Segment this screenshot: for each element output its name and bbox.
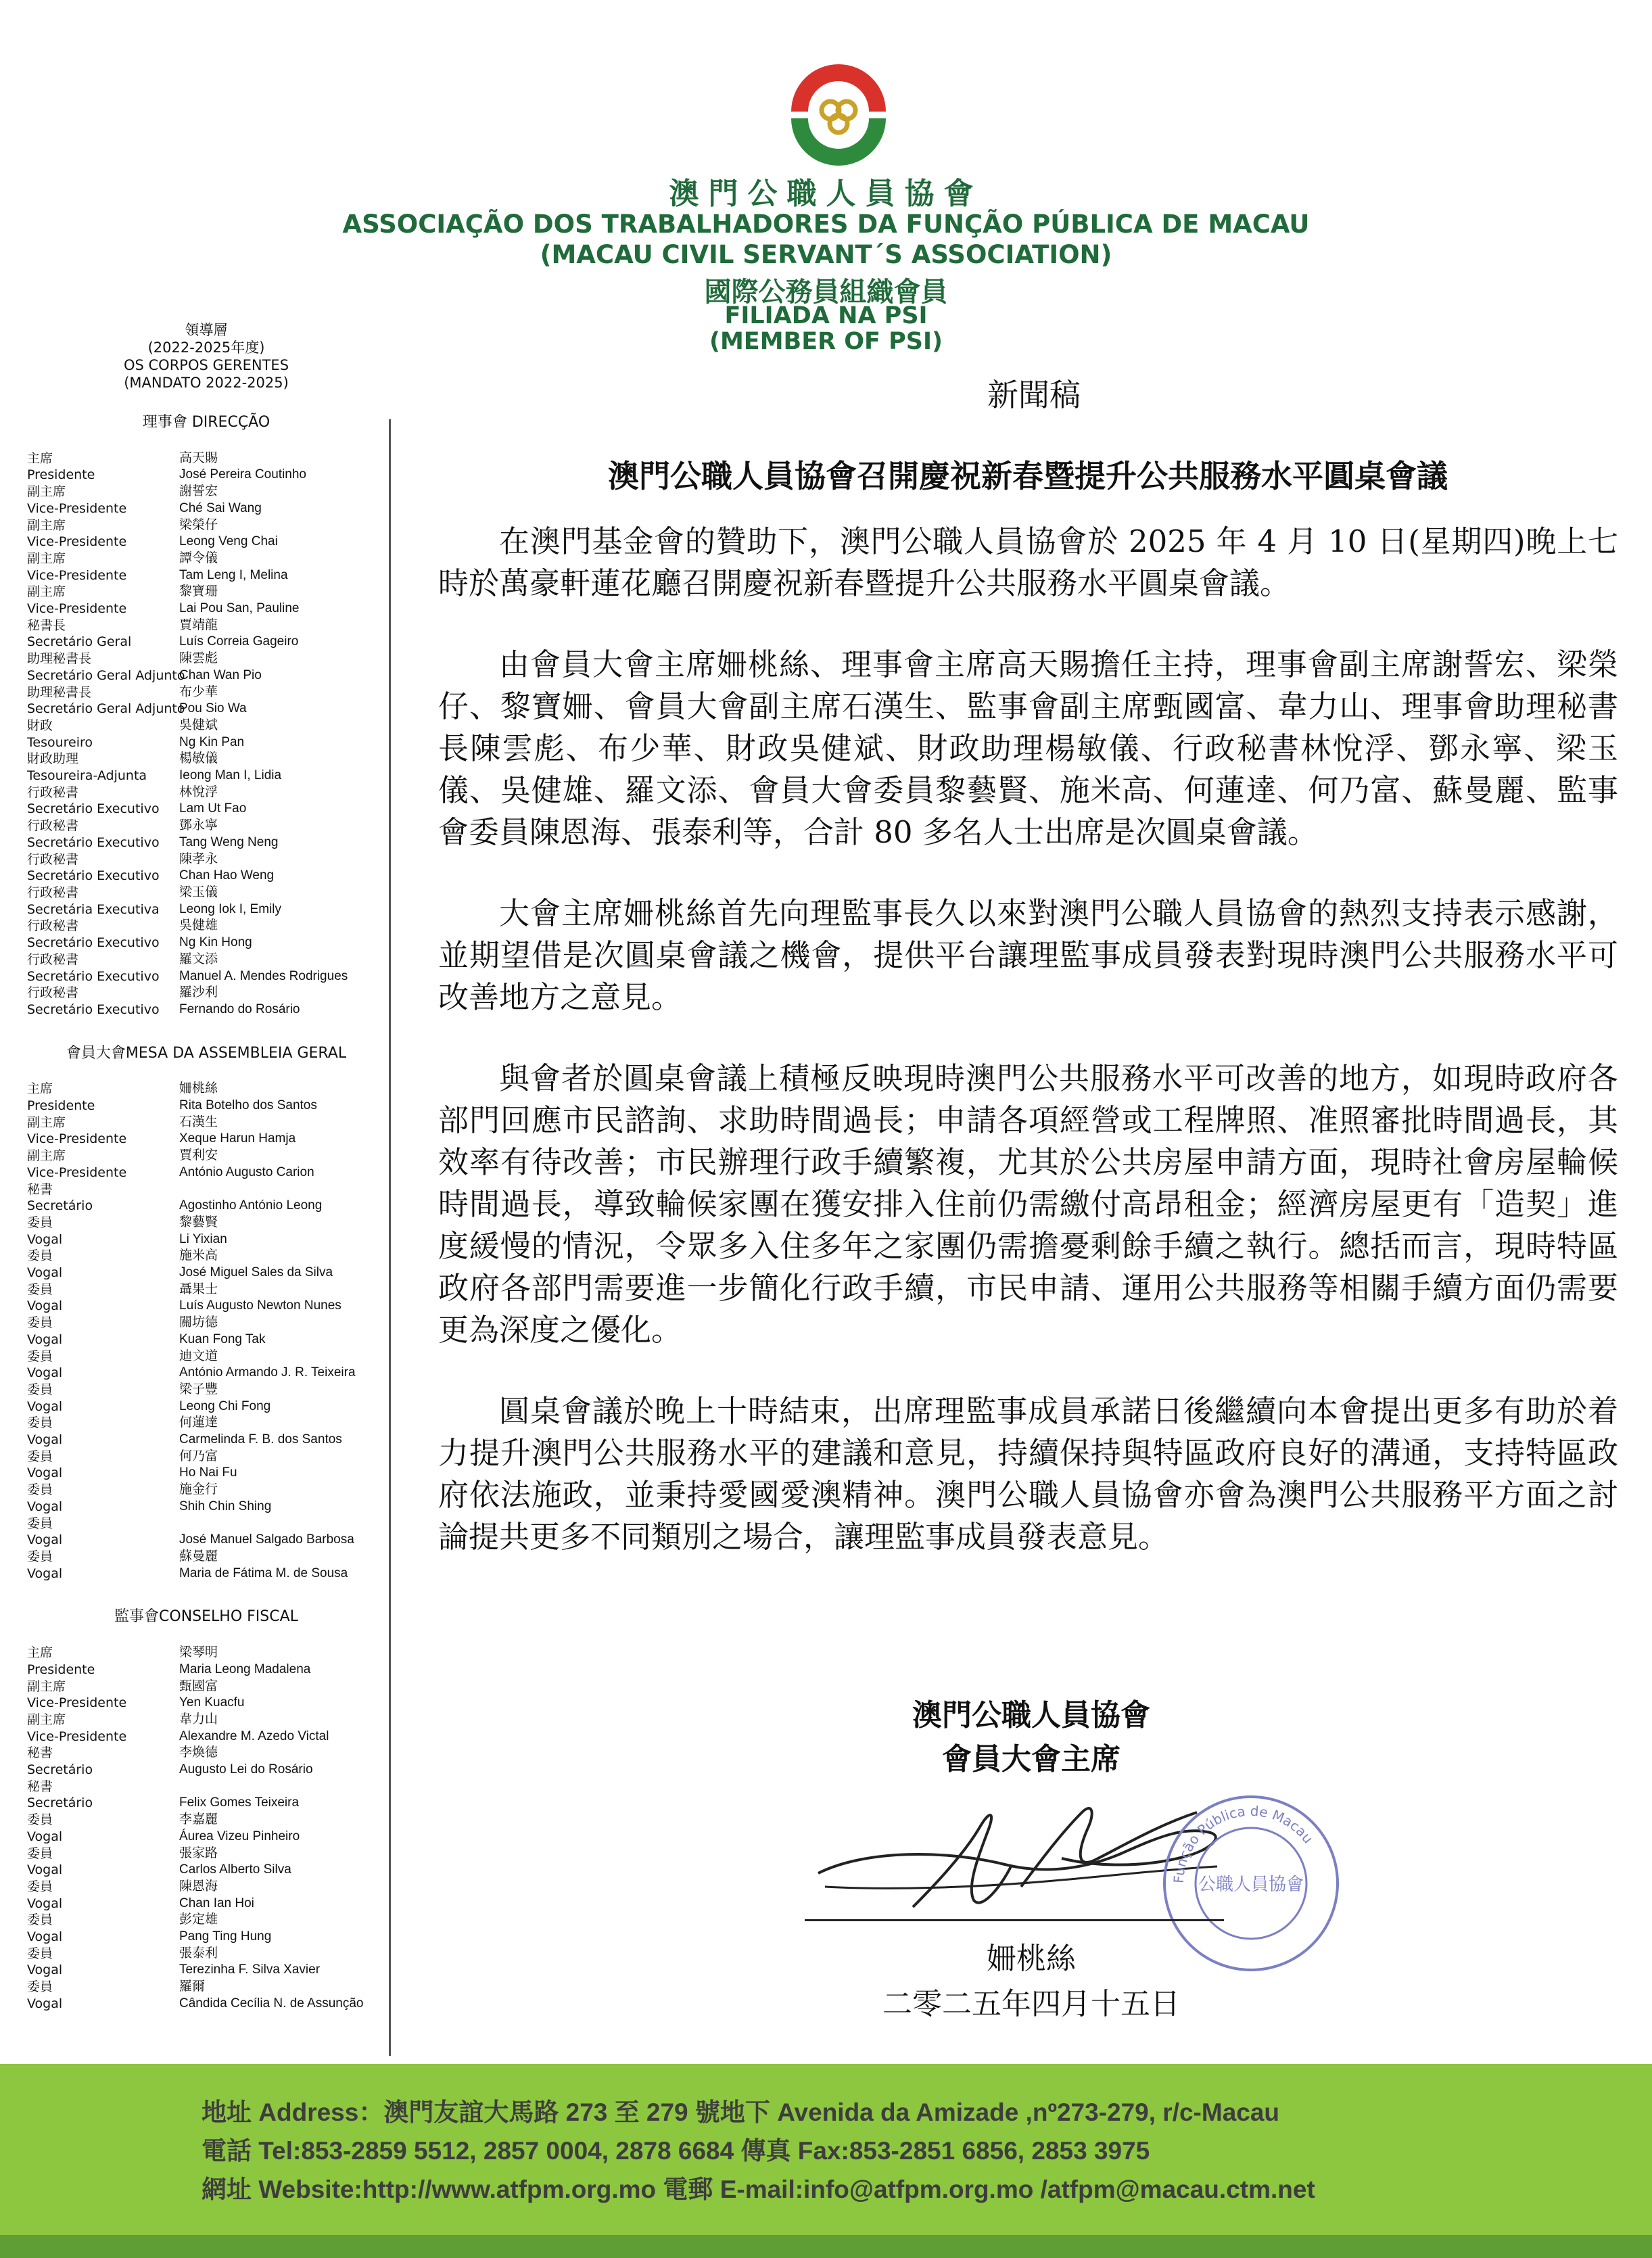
member-name: 李煥德 (179, 1745, 218, 1760)
org-name-english: (MACAU CIVIL SERVANT´S ASSOCIATION) (540, 240, 1112, 269)
member-name: 賈靖龍 (179, 617, 218, 632)
member-row (27, 1946, 385, 1962)
member-row (27, 1678, 385, 1695)
member-name: Terezinha F. Silva Xavier (179, 1962, 321, 1977)
member-name: 施金行 (179, 1482, 218, 1497)
member-role: 行政秘書 (27, 918, 79, 934)
member-row (27, 1382, 385, 1398)
member-role: 主席 (27, 1645, 53, 1661)
member-name: 羅沙利 (179, 985, 218, 1000)
member-row (27, 450, 385, 467)
body-paragraph: 在澳門基金會的贊助下，澳門公職人員協會於 2025 年 4 月 10 日(星期四)晚上七時於萬豪軒蓮花廳召開慶祝新春暨提升公共服務水平圓桌會議。 (438, 523, 1618, 601)
member-role: 行政秘書 (27, 951, 79, 967)
member-row (27, 584, 385, 601)
leadership-sections (27, 415, 385, 2013)
member-row (27, 1812, 385, 1829)
member-name: Áurea Vizeu Pinheiro (179, 1829, 300, 1843)
member-role: Presidente (27, 467, 95, 483)
member-name: Kuan Fong Tak (179, 1332, 266, 1346)
member-name: Rita Botelho dos Santos (179, 1098, 317, 1113)
member-name: Felix Gomes Teixeira (179, 1795, 300, 1810)
member-role: 秘書 (27, 1181, 53, 1197)
member-role: Vice-Presidente (27, 1165, 127, 1180)
psi-membership-english: (MEMBER OF PSI) (709, 328, 943, 355)
member-row (27, 1712, 385, 1728)
member-name: 梁琴明 (179, 1645, 218, 1660)
member-role: Vogal (27, 1896, 63, 1911)
leadership-heading (27, 321, 385, 392)
member-name: 迪文道 (179, 1348, 218, 1363)
member-name: 張家路 (179, 1845, 218, 1860)
member-row (27, 1098, 385, 1114)
member-name: Lam Ut Fao (179, 801, 247, 816)
svg-text:Função Pública de Macau (1171, 1803, 1317, 1884)
member-row (27, 768, 385, 784)
member-row (27, 951, 385, 968)
member-name: Pang Ting Hung (179, 1929, 272, 1944)
member-row (27, 1549, 385, 1566)
member-role: Vice-Presidente (27, 1695, 127, 1711)
member-row (27, 734, 385, 751)
member-row (27, 1365, 385, 1382)
member-role: Vogal (27, 1465, 63, 1481)
member-row (27, 1695, 385, 1712)
member-role: 委員 (27, 1215, 53, 1230)
member-role: 主席 (27, 1081, 53, 1097)
member-name: 甄國富 (179, 1678, 218, 1693)
member-name: 黎寶珊 (179, 584, 218, 599)
member-row (27, 500, 385, 517)
member-name: Luís Augusto Newton Nunes (179, 1298, 341, 1313)
member-row (27, 634, 385, 651)
member-row (27, 1332, 385, 1348)
member-row (27, 1795, 385, 1812)
member-role: Vogal (27, 1829, 63, 1844)
member-row (27, 1114, 385, 1131)
member-row (27, 901, 385, 918)
member-role: 副主席 (27, 1712, 66, 1727)
member-role: 秘書 (27, 1745, 53, 1761)
member-role: 財政 (27, 718, 53, 733)
member-row (27, 1231, 385, 1248)
member-role: Secretária Executiva (27, 901, 160, 917)
member-name: Ng Kin Hong (179, 935, 252, 950)
member-name: Carlos Alberto Silva (179, 1862, 291, 1877)
member-name: 羅文添 (179, 951, 218, 966)
member-role: Vogal (27, 1996, 63, 2011)
member-row (27, 667, 385, 684)
member-row (27, 684, 385, 701)
member-name: 姍桃絲 (179, 1081, 218, 1096)
member-row (27, 484, 385, 500)
member-row (27, 1762, 385, 1779)
signature-line (805, 1919, 1224, 1921)
member-role: Tesoureiro (27, 734, 93, 750)
member-row (27, 1879, 385, 1896)
member-row (27, 1281, 385, 1298)
member-row (27, 1862, 385, 1879)
member-name: Augusto Lei do Rosário (179, 1762, 313, 1777)
member-role: Secretário Executivo (27, 935, 160, 951)
member-role: 行政秘書 (27, 784, 79, 800)
member-name: 關坊德 (179, 1315, 218, 1330)
member-name: Xeque Harun Hamja (179, 1131, 296, 1146)
footer-website-email: 網址 Website:http://www.atfpm.org.mo 電郵 E-mail:info@atfpm.org.mo /atfpm@macau.ctm.net (202, 2175, 1315, 2203)
member-row (27, 1912, 385, 1929)
member-role: 委員 (27, 1248, 53, 1264)
member-role: Tesoureira-Adjunta (27, 768, 147, 784)
sidebar-divider (389, 419, 391, 2056)
member-name: Lai Pou San, Pauline (179, 601, 300, 616)
member-role: 委員 (27, 1315, 53, 1331)
member-role: 秘書 (27, 1779, 53, 1794)
member-name: Tang Weng Neng (179, 834, 279, 849)
member-role: Vogal (27, 1929, 63, 1945)
member-role: 委員 (27, 1348, 53, 1364)
org-name-chinese: 澳門公職人員協會 (669, 177, 983, 211)
member-role: 委員 (27, 1946, 53, 1961)
member-role: 委員 (27, 1912, 53, 1928)
member-role: 委員 (27, 1515, 53, 1531)
member-role: 財政助理 (27, 751, 79, 767)
member-row (27, 1929, 385, 1946)
member-row (27, 935, 385, 951)
member-role: Vogal (27, 1365, 63, 1381)
member-name: Tam Leng I, Melina (179, 567, 288, 582)
document-type: 新聞稿 (987, 377, 1081, 413)
member-row (27, 801, 385, 818)
member-row (27, 918, 385, 935)
member-role: Vogal (27, 1962, 63, 1978)
member-role: Vice-Presidente (27, 534, 127, 550)
member-row (27, 885, 385, 901)
member-role: Vogal (27, 1398, 63, 1414)
member-role: 委員 (27, 1449, 53, 1464)
member-row (27, 1315, 385, 1332)
member-row (27, 550, 385, 567)
member-name: 石漢生 (179, 1114, 218, 1129)
member-role: Presidente (27, 1098, 95, 1114)
member-role: Secretário (27, 1762, 93, 1778)
leadership-section (27, 1609, 385, 2012)
member-role: 副主席 (27, 1678, 66, 1694)
member-row (27, 1979, 385, 1996)
member-name: José Pereira Coutinho (179, 467, 306, 482)
member-role: Secretário (27, 1795, 93, 1811)
member-role: 副主席 (27, 1114, 66, 1130)
member-name: 張泰利 (179, 1946, 218, 1960)
member-name: Shih Chin Shing (179, 1499, 272, 1513)
member-row (27, 1198, 385, 1215)
member-name: Ieong Man I, Lidia (179, 768, 282, 783)
leadership-sidebar (27, 321, 385, 2040)
member-role: 行政秘書 (27, 985, 79, 1001)
member-row (27, 1002, 385, 1018)
member-name: 聶果士 (179, 1281, 218, 1296)
member-row (27, 1499, 385, 1515)
member-role: Vogal (27, 1332, 63, 1347)
member-row (27, 1248, 385, 1265)
member-role: 秘書長 (27, 617, 66, 633)
body-paragraph: 與會者於圓桌會議上積極反映現時澳門公共服務水平可改善的地方，如現時政府各部門回應市民諮詢、求助時間過長；申請各項經營或工程牌照、准照審批時間過長，其效率有待改善；市民辦理行政手續繁複，尤其於公共房屋申請方面，現時社會房屋輪候時間過長，導致輪候家團在獲安排入住前仍需繳付高昂租金；經濟房屋更有「造契」進度緩慢的情況，令眾多入住多年之家團仍需擔憂剩餘手續之執行。總括而言，現時特區政府各部門需要進一步簡化行政手續，市民申請、運用公共服務等相關手續方面仍需要更為深度之優化。 (438, 1060, 1618, 1348)
member-role: Vice-Presidente (27, 500, 127, 516)
member-row (27, 1996, 385, 2013)
member-row (27, 1779, 385, 1795)
body-paragraph: 大會主席姍桃絲首先向理監事長久以來對澳門公職人員協會的熱烈支持表示感謝，並期望借是次圓桌會議之機會，提供平台讓理監事成員發表對現時澳門公共服務水平可改善地方之意見。 (438, 895, 1618, 1015)
member-name: Leong Chi Fong (179, 1398, 271, 1413)
member-role: 委員 (27, 1879, 53, 1894)
member-role: Secretário Executivo (27, 801, 160, 817)
member-role: 副主席 (27, 1148, 66, 1164)
member-role: Vice-Presidente (27, 1728, 127, 1744)
member-row (27, 1415, 385, 1432)
member-name: Manuel A. Mendes Rodrigues (179, 968, 348, 983)
member-role: 委員 (27, 1845, 53, 1861)
member-row (27, 1081, 385, 1098)
member-name: Ng Kin Pan (179, 734, 245, 749)
member-role: 行政秘書 (27, 851, 79, 867)
member-row (27, 751, 385, 768)
member-name: 譚令儀 (179, 550, 218, 565)
member-name: 羅爾 (179, 1979, 206, 1994)
member-role: Vogal (27, 1566, 63, 1581)
member-name: 何蓮達 (179, 1415, 218, 1430)
member-name: Carmelinda F. B. dos Santos (179, 1432, 342, 1447)
member-role: Vice-Presidente (27, 601, 127, 617)
member-name: Leong Veng Chai (179, 534, 278, 549)
leadership-term-zh: (2022-2025年度) (147, 339, 265, 356)
member-row (27, 651, 385, 667)
member-role: 主席 (27, 450, 53, 466)
member-role: Presidente (27, 1662, 95, 1677)
member-role: 副主席 (27, 550, 66, 566)
member-name: Ché Sai Wang (179, 500, 262, 515)
member-row (27, 1745, 385, 1762)
member-name: 韋力山 (179, 1712, 218, 1726)
member-row (27, 1298, 385, 1315)
member-row (27, 1131, 385, 1148)
member-name: 楊敏儀 (179, 751, 218, 766)
member-name: 林悅浮 (179, 784, 218, 799)
psi-membership-chinese: 國際公務員組織會員 (704, 276, 948, 308)
press-release-title: 澳門公職人員協會召開慶祝新春暨提升公共服務水平圓桌會議 (608, 458, 1448, 494)
member-row (27, 1449, 385, 1465)
member-row (27, 1896, 385, 1912)
member-name: Fernando do Rosário (179, 1002, 300, 1016)
member-name: Leong Iok I, Emily (179, 901, 282, 916)
member-row (27, 1165, 385, 1181)
member-role: 委員 (27, 1382, 53, 1397)
member-name: 陳恩海 (179, 1879, 218, 1894)
leadership-term-pt: (MANDATO 2022-2025) (124, 375, 289, 391)
member-row (27, 968, 385, 985)
member-role: Secretário Geral Adjunto (27, 667, 185, 683)
member-row (27, 1845, 385, 1862)
seal-outer-text: Função Pública de Macau (1170, 1802, 1317, 1884)
member-name: 布少華 (179, 684, 218, 699)
member-role: Vogal (27, 1862, 63, 1878)
member-name: Cândida Cecília N. de Assunção (179, 1996, 364, 2010)
section-title: 監事會CONSELHO FISCAL (114, 1608, 298, 1626)
member-role: Secretário Executivo (27, 834, 160, 850)
member-row (27, 784, 385, 801)
member-role: 委員 (27, 1482, 53, 1498)
member-name: 賈利安 (179, 1148, 218, 1163)
member-name: Pou Sio Wa (179, 701, 247, 716)
member-role: Secretário Geral Adjunto (27, 701, 185, 717)
member-name: 梁子豐 (179, 1382, 218, 1396)
member-row (27, 1465, 385, 1482)
signatory-name: 姍桃絲 (987, 1942, 1076, 1976)
member-name: Maria de Fátima M. de Sousa (179, 1566, 348, 1580)
member-row (27, 985, 385, 1002)
leadership-title-pt: OS CORPOS GERENTES (123, 357, 289, 373)
member-row (27, 1482, 385, 1499)
member-row (27, 1148, 385, 1165)
member-role: Vogal (27, 1265, 63, 1281)
member-name: 黎藝賢 (179, 1215, 218, 1229)
member-role: Secretário (27, 1198, 93, 1214)
footer-phone-fax: 電話 Tel:853-2859 5512, 2857 0004, 2878 6684 傳真 Fax:853-2851 6856, 2853 3975 (202, 2137, 1150, 2165)
member-role: Vogal (27, 1499, 63, 1514)
member-name: 吳健斌 (179, 718, 218, 732)
org-name-portuguese: ASSOCIAÇÃO DOS TRABALHADORES DA FUNÇÃO PÚBLICA DE MACAU (342, 210, 1310, 239)
footer-address: 地址 Address：澳門友誼大馬路 273 至 279 號地下 Avenida da Amizade ,nº273-279, r/c-Macau (202, 2098, 1280, 2126)
member-name: Agostinho António Leong (179, 1198, 323, 1213)
member-row (27, 467, 385, 484)
member-row (27, 1829, 385, 1845)
section-title: 會員大會MESA DA ASSEMBLEIA GERAL (66, 1044, 347, 1062)
member-name: 吳健雄 (179, 918, 218, 933)
member-name: 高天賜 (179, 450, 218, 465)
member-row (27, 1728, 385, 1745)
member-role: Secretário Geral (27, 634, 132, 650)
member-name: Chan Wan Pio (179, 667, 262, 682)
section-title: 理事會 DIRECÇÃO (142, 414, 270, 431)
member-role: 行政秘書 (27, 885, 79, 900)
member-role: 委員 (27, 1549, 53, 1564)
member-role: 委員 (27, 1979, 53, 1995)
signature-role: 會員大會主席 (942, 1742, 1120, 1777)
member-name: 陳雲彪 (179, 651, 218, 666)
member-name: Yen Kuacfu (179, 1695, 245, 1710)
member-row (27, 1515, 385, 1532)
member-role: 副主席 (27, 584, 66, 600)
member-role: Vice-Presidente (27, 1131, 127, 1147)
member-row (27, 1432, 385, 1449)
member-name: José Manuel Salgado Barbosa (179, 1532, 354, 1547)
member-role: Vice-Presidente (27, 567, 127, 583)
leadership-title-zh: 領導層 (185, 322, 228, 338)
member-name: António Armando J. R. Teixeira (179, 1365, 356, 1380)
member-name: 施米高 (179, 1248, 218, 1263)
member-name: 彭定雄 (179, 1912, 218, 1927)
press-release-body (438, 521, 1618, 1597)
member-name: António Augusto Carion (179, 1165, 314, 1179)
member-row (27, 868, 385, 885)
member-row (27, 534, 385, 550)
member-name: 何乃富 (179, 1449, 218, 1463)
member-row (27, 1265, 385, 1281)
member-role: Secretário Executivo (27, 968, 160, 984)
member-row (27, 834, 385, 851)
member-name: 陳孝永 (179, 851, 218, 866)
member-role: Vogal (27, 1532, 63, 1548)
member-role: 助理秘書長 (27, 651, 92, 667)
member-row (27, 1215, 385, 1231)
member-role: Secretário Executivo (27, 868, 160, 884)
member-name: Luís Correia Gageiro (179, 634, 299, 649)
signature-date: 二零二五年四月十五日 (882, 1987, 1180, 2021)
member-name: Chan Hao Weng (179, 868, 275, 883)
member-row (27, 701, 385, 718)
member-row (27, 617, 385, 634)
member-row (27, 851, 385, 868)
association-logo-icon (771, 64, 906, 166)
member-name: 鄧永寧 (179, 818, 218, 833)
member-row (27, 1348, 385, 1365)
member-row (27, 601, 385, 617)
body-paragraph: 由會員大會主席姍桃絲、理事會主席高天賜擔任主持，理事會副主席謝誓宏、梁榮仔、黎寶姍、會員大會副主席石漢生、監事會副主席甄國富、韋力山、理事會助理秘書長陳雲彪、布少華、財政吳健斌、財政助理楊敏儀、行政秘書林悅浮、鄧永寧、梁玉儀、吳健雄、羅文添、會員大會委員黎藝賢、施米高、何蓮達、何乃富、蘇曼麗、監事會委員陳恩海、張泰利等，合計 80 多名人士出席是次圓桌會議。 (438, 646, 1618, 850)
member-role: Vogal (27, 1298, 63, 1314)
member-row (27, 1566, 385, 1582)
member-role: 副主席 (27, 517, 66, 533)
member-row (27, 1662, 385, 1678)
member-role: Vogal (27, 1432, 63, 1448)
member-role: 委員 (27, 1415, 53, 1431)
member-name: Chan Ian Hoi (179, 1896, 254, 1910)
signature-organization: 澳門公職人員協會 (912, 1698, 1150, 1733)
member-role: 行政秘書 (27, 818, 79, 834)
member-row (27, 818, 385, 834)
member-role: Vogal (27, 1231, 63, 1247)
member-name: José Miguel Sales da Silva (179, 1265, 333, 1280)
member-role: 助理秘書長 (27, 684, 92, 700)
member-row (27, 718, 385, 734)
member-name: 謝誓宏 (179, 484, 218, 499)
member-role: 委員 (27, 1281, 53, 1297)
leadership-section (27, 1045, 385, 1582)
member-row (27, 1532, 385, 1549)
member-row (27, 1962, 385, 1979)
member-name: 梁榮仔 (179, 517, 218, 532)
member-name: 李嘉麗 (179, 1812, 218, 1827)
member-role: 委員 (27, 1812, 53, 1828)
footer-band (0, 2235, 1652, 2258)
member-role: Secretário Executivo (27, 1002, 160, 1017)
member-name: Li Yixian (179, 1231, 227, 1246)
psi-membership-portuguese: FILIADA NA PSI (724, 302, 928, 329)
member-name: 蘇曼麗 (179, 1549, 218, 1563)
member-row (27, 517, 385, 534)
member-row (27, 1398, 385, 1415)
member-row (27, 1181, 385, 1198)
member-name: Ho Nai Fu (179, 1465, 237, 1480)
member-role: 副主席 (27, 484, 66, 500)
member-name: Maria Leong Madalena (179, 1662, 311, 1676)
body-paragraph: 圓桌會議於晚上十時結束，出席理監事成員承諾日後繼續向本會提出更多有助於着力提升澳門公共服務水平的建議和意見，持續保持與特區政府良好的溝通，支持特區政府依法施政，並秉持愛國愛澳精神。澳門公職人員協會亦會為澳門公共服務平方面之討論提共更多不同類別之場合，讓理監事成員發表意見。 (438, 1393, 1618, 1555)
member-name: 梁玉儀 (179, 885, 218, 899)
member-name: Alexandre M. Azedo Victal (179, 1728, 329, 1743)
member-row (27, 1645, 385, 1662)
leadership-section (27, 415, 385, 1018)
seal-inner-text: 公職人員協會 (1198, 1875, 1304, 1895)
member-row (27, 567, 385, 584)
